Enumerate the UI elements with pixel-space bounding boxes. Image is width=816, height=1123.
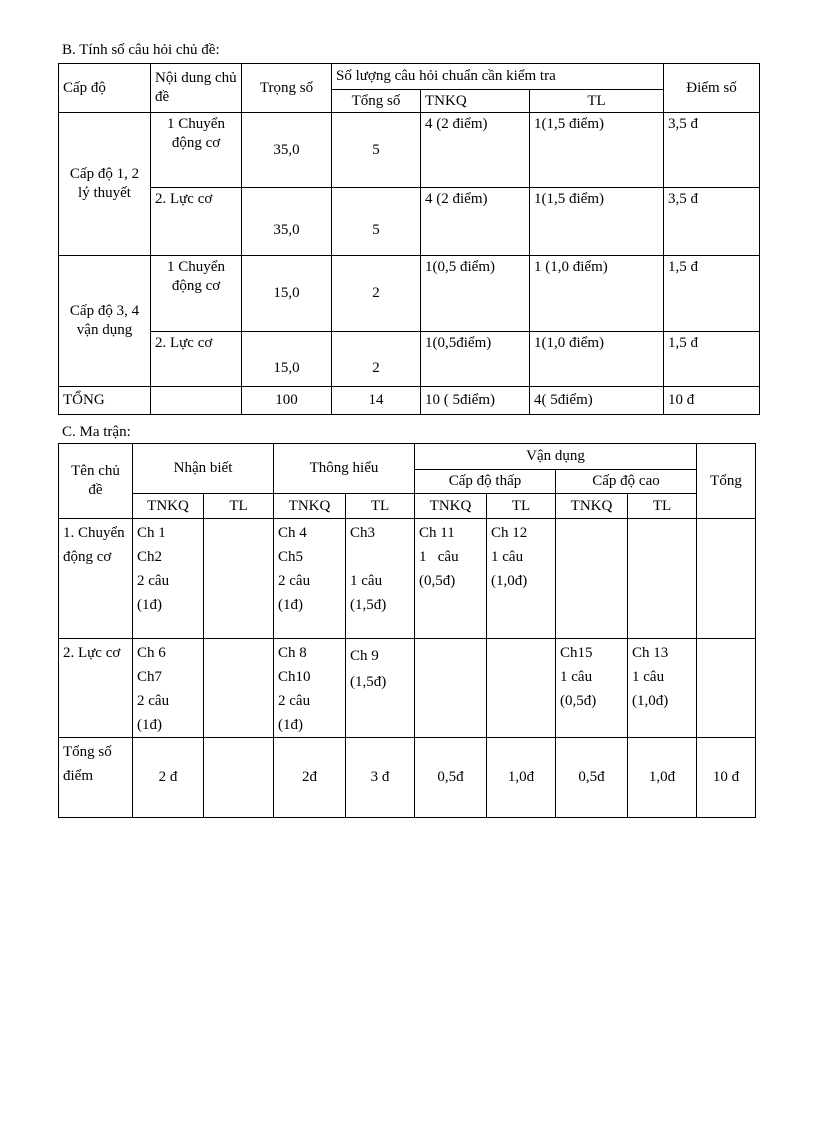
section-b-heading: B. Tính số câu hỏi chủ đề:: [62, 42, 220, 58]
total-weight: 100: [242, 387, 332, 415]
matrix-cell: Ch 9 (1,5đ): [346, 639, 415, 738]
matrix-cell: Ch 6 Ch7 2 câu (1đ): [133, 639, 204, 738]
matrix-total-cell: 3 đ: [346, 738, 415, 818]
group-level: Cấp độ 3, 4 vận dụng: [59, 256, 151, 387]
matrix-cell: [487, 639, 556, 738]
total-count: 14: [332, 387, 421, 415]
header-level: Cấp độ: [59, 64, 151, 113]
header-tl: TL: [530, 90, 664, 113]
matrix-cell: [697, 639, 756, 738]
matrix-cell: [415, 639, 487, 738]
weight-cell: 35,0: [242, 188, 332, 256]
topic-cell: 1 Chuyển động cơ: [151, 113, 242, 188]
tl-cell: 1(1,5 điểm): [530, 113, 664, 188]
score-cell: 3,5 đ: [664, 113, 760, 188]
matrix-header-tnkq: TNKQ: [415, 494, 487, 519]
matrix-total-row: [59, 738, 756, 818]
matrix-total-cell: 2đ: [274, 738, 346, 818]
matrix-total-cell: [204, 738, 274, 818]
matrix-cell: Ch 8 Ch10 2 câu (1đ): [274, 639, 346, 738]
total-score: 10 đ: [664, 387, 760, 415]
section-c-heading: C. Ma trận:: [62, 424, 131, 440]
score-cell: 1,5 đ: [664, 256, 760, 332]
total-tl: 4( 5điểm): [530, 387, 664, 415]
weight-cell: 35,0: [242, 113, 332, 188]
matrix-cell: Ch 12 1 câu (1,0đ): [487, 519, 556, 639]
tl-cell: 1(1,5 điểm): [530, 188, 664, 256]
matrix-header-recognize: Nhận biết: [133, 444, 274, 494]
matrix-total-cell: 10 đ: [697, 738, 756, 818]
matrix-cell: Ch3 1 câu (1,5đ): [346, 519, 415, 639]
matrix-header-topic: Tên chủ đề: [59, 444, 133, 519]
topic-cell: 1 Chuyển động cơ: [151, 256, 242, 332]
total-label: TỔNG: [59, 387, 151, 415]
matrix-header-tl: TL: [487, 494, 556, 519]
question-count-table: [58, 63, 760, 415]
total-cell: 5: [332, 188, 421, 256]
matrix-header-low: Cấp độ thấp: [415, 470, 556, 494]
matrix-topic: 1. Chuyển động cơ: [59, 519, 133, 639]
weight-cell: 15,0: [242, 332, 332, 387]
header-total: Tổng số: [332, 90, 421, 113]
total-cell: 2: [332, 256, 421, 332]
header-tnkq: TNKQ: [421, 90, 530, 113]
matrix-cell: Ch 1 Ch2 2 câu (1đ): [133, 519, 204, 639]
topic-cell: 2. Lực cơ: [151, 332, 242, 387]
matrix-cell: Ch 13 1 câu (1,0đ): [628, 639, 697, 738]
topic-cell: 2. Lực cơ: [151, 188, 242, 256]
tnkq-cell: 1(0,5 điểm): [421, 256, 530, 332]
tnkq-cell: 4 (2 điểm): [421, 113, 530, 188]
weight-cell: 15,0: [242, 256, 332, 332]
matrix-topic: 2. Lực cơ: [59, 639, 133, 738]
matrix-header-tnkq: TNKQ: [556, 494, 628, 519]
matrix-cell: Ch 11 1 câu (0,5đ): [415, 519, 487, 639]
total-cell: 5: [332, 113, 421, 188]
header-content: Nội dung chủ đề: [151, 64, 242, 113]
matrix-cell: [697, 519, 756, 639]
tl-cell: 1 (1,0 điểm): [530, 256, 664, 332]
matrix-total-cell: 2 đ: [133, 738, 204, 818]
matrix-header-tnkq: TNKQ: [274, 494, 346, 519]
tnkq-cell: 1(0,5điểm): [421, 332, 530, 387]
matrix-cell: [204, 519, 274, 639]
matrix-total-label: Tổng số điểm: [59, 738, 133, 818]
total-cell: 2: [332, 332, 421, 387]
header-count-group: Số lượng câu hỏi chuẩn cần kiểm tra: [332, 64, 664, 90]
group-level: Cấp độ 1, 2 lý thuyết: [59, 113, 151, 256]
matrix-header-total: Tổng: [697, 444, 756, 519]
matrix-cell: Ch 4 Ch5 2 câu (1đ): [274, 519, 346, 639]
matrix-row: [59, 519, 756, 639]
matrix-cell: [628, 519, 697, 639]
matrix-cell: [556, 519, 628, 639]
matrix-cell: Ch15 1 câu (0,5đ): [556, 639, 628, 738]
header-score: Điểm số: [664, 64, 760, 113]
matrix-row: [59, 639, 756, 738]
header-weight: Trọng số: [242, 64, 332, 113]
score-cell: 1,5 đ: [664, 332, 760, 387]
matrix-header-understand: Thông hiểu: [274, 444, 415, 494]
matrix-total-cell: 1,0đ: [628, 738, 697, 818]
matrix-total-cell: 0,5đ: [415, 738, 487, 818]
score-cell: 3,5 đ: [664, 188, 760, 256]
matrix-table: [58, 443, 756, 818]
matrix-header-high: Cấp độ cao: [556, 470, 697, 494]
matrix-header-apply: Vận dụng: [415, 444, 697, 470]
matrix-total-cell: 0,5đ: [556, 738, 628, 818]
total-tnkq: 10 ( 5điểm): [421, 387, 530, 415]
tnkq-cell: 4 (2 điểm): [421, 188, 530, 256]
total-topic: [151, 387, 242, 415]
matrix-header-tl: TL: [204, 494, 274, 519]
matrix-header-tl: TL: [628, 494, 697, 519]
matrix-total-cell: 1,0đ: [487, 738, 556, 818]
matrix-cell: [204, 639, 274, 738]
matrix-header-tl: TL: [346, 494, 415, 519]
matrix-header-tnkq: TNKQ: [133, 494, 204, 519]
tl-cell: 1(1,0 điểm): [530, 332, 664, 387]
